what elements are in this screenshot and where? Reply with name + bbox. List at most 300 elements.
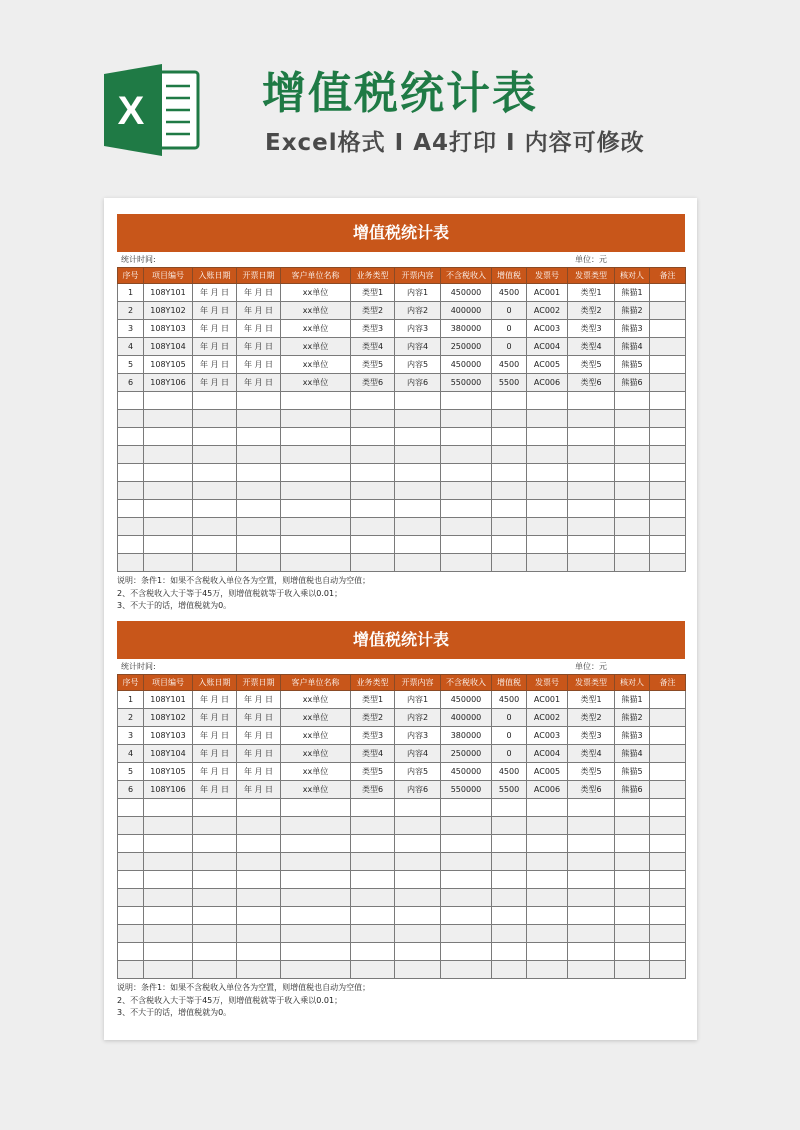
table-cell[interactable]: 内容6 [395, 781, 441, 799]
table-cell[interactable] [118, 428, 144, 446]
table-cell[interactable] [650, 338, 686, 356]
table-cell[interactable] [144, 554, 193, 572]
table-cell[interactable]: 0 [492, 338, 527, 356]
table-cell[interactable] [615, 907, 650, 925]
table-cell[interactable]: 内容1 [395, 691, 441, 709]
table-cell[interactable]: xx单位 [281, 781, 351, 799]
table-cell[interactable] [527, 464, 568, 482]
table-cell[interactable] [118, 392, 144, 410]
table-cell[interactable] [144, 853, 193, 871]
table-cell[interactable]: 年 月 日 [237, 745, 281, 763]
table-cell[interactable] [568, 889, 615, 907]
table-cell[interactable] [650, 961, 686, 979]
table-cell[interactable] [351, 554, 395, 572]
table-cell[interactable] [118, 889, 144, 907]
table-cell[interactable] [237, 943, 281, 961]
table-cell[interactable]: 类型2 [351, 302, 395, 320]
table-cell[interactable] [237, 817, 281, 835]
table-cell[interactable] [118, 518, 144, 536]
table-cell[interactable] [492, 925, 527, 943]
table-cell[interactable] [118, 446, 144, 464]
table-cell[interactable] [395, 410, 441, 428]
table-cell[interactable] [144, 446, 193, 464]
table-cell[interactable]: 熊猫2 [615, 302, 650, 320]
table-cell[interactable] [650, 320, 686, 338]
table-cell[interactable] [568, 907, 615, 925]
table-cell[interactable] [144, 943, 193, 961]
table-cell[interactable] [281, 392, 351, 410]
table-cell[interactable] [568, 961, 615, 979]
table-cell[interactable] [615, 428, 650, 446]
table-cell[interactable]: 380000 [441, 727, 492, 745]
table-cell[interactable] [492, 835, 527, 853]
table-cell[interactable]: 1 [118, 284, 144, 302]
table-cell[interactable] [351, 889, 395, 907]
table-cell[interactable] [144, 835, 193, 853]
table-cell[interactable] [118, 907, 144, 925]
table-cell[interactable] [395, 446, 441, 464]
table-cell[interactable] [351, 961, 395, 979]
table-cell[interactable] [395, 853, 441, 871]
table-cell[interactable] [395, 554, 441, 572]
table-cell[interactable]: 内容6 [395, 374, 441, 392]
table-cell[interactable]: 108Y104 [144, 745, 193, 763]
table-cell[interactable]: 内容4 [395, 745, 441, 763]
table-cell[interactable]: 熊猫3 [615, 320, 650, 338]
table-cell[interactable] [144, 482, 193, 500]
table-cell[interactable]: 类型5 [568, 356, 615, 374]
table-cell[interactable] [568, 554, 615, 572]
table-cell[interactable] [650, 889, 686, 907]
table-cell[interactable]: 类型4 [568, 745, 615, 763]
table-cell[interactable] [492, 961, 527, 979]
table-cell[interactable]: 年 月 日 [193, 781, 237, 799]
table-cell[interactable] [144, 889, 193, 907]
table-cell[interactable]: 年 月 日 [237, 302, 281, 320]
table-cell[interactable] [441, 536, 492, 554]
table-cell[interactable] [118, 961, 144, 979]
table-cell[interactable] [441, 410, 492, 428]
table-cell[interactable]: 550000 [441, 781, 492, 799]
table-cell[interactable]: 450000 [441, 284, 492, 302]
table-cell[interactable]: 年 月 日 [237, 709, 281, 727]
table-cell[interactable]: 内容5 [395, 763, 441, 781]
table-cell[interactable] [193, 961, 237, 979]
table-cell[interactable]: 内容1 [395, 284, 441, 302]
table-cell[interactable] [395, 799, 441, 817]
table-cell[interactable] [144, 428, 193, 446]
table-cell[interactable] [281, 925, 351, 943]
table-cell[interactable]: AC001 [527, 691, 568, 709]
table-cell[interactable] [568, 853, 615, 871]
table-cell[interactable] [650, 374, 686, 392]
table-cell[interactable] [441, 392, 492, 410]
table-cell[interactable] [281, 961, 351, 979]
table-cell[interactable] [650, 781, 686, 799]
table-cell[interactable]: 4500 [492, 691, 527, 709]
table-cell[interactable] [281, 500, 351, 518]
table-cell[interactable] [615, 961, 650, 979]
table-cell[interactable] [568, 536, 615, 554]
table-cell[interactable] [193, 518, 237, 536]
table-cell[interactable] [144, 871, 193, 889]
table-cell[interactable] [441, 482, 492, 500]
table-cell[interactable] [144, 518, 193, 536]
table-cell[interactable] [193, 410, 237, 428]
table-cell[interactable] [351, 907, 395, 925]
table-cell[interactable] [281, 871, 351, 889]
table-cell[interactable] [237, 925, 281, 943]
table-cell[interactable]: 类型1 [568, 284, 615, 302]
table-cell[interactable]: 熊猫3 [615, 727, 650, 745]
table-cell[interactable]: 450000 [441, 691, 492, 709]
table-cell[interactable] [351, 500, 395, 518]
table-cell[interactable]: 108Y106 [144, 781, 193, 799]
table-cell[interactable] [650, 428, 686, 446]
table-cell[interactable] [118, 835, 144, 853]
table-cell[interactable]: 2 [118, 709, 144, 727]
table-cell[interactable] [351, 410, 395, 428]
table-cell[interactable] [118, 410, 144, 428]
table-cell[interactable]: AC004 [527, 745, 568, 763]
table-cell[interactable] [281, 518, 351, 536]
table-cell[interactable]: 内容2 [395, 302, 441, 320]
table-cell[interactable] [193, 536, 237, 554]
table-cell[interactable] [568, 392, 615, 410]
table-cell[interactable] [492, 500, 527, 518]
table-cell[interactable]: 400000 [441, 302, 492, 320]
table-cell[interactable]: 类型3 [351, 320, 395, 338]
table-cell[interactable] [193, 554, 237, 572]
table-cell[interactable] [144, 464, 193, 482]
table-cell[interactable] [395, 500, 441, 518]
table-cell[interactable] [441, 961, 492, 979]
table-cell[interactable] [568, 871, 615, 889]
table-cell[interactable] [650, 871, 686, 889]
table-cell[interactable]: 熊猫4 [615, 745, 650, 763]
table-cell[interactable]: 1 [118, 691, 144, 709]
table-cell[interactable] [615, 500, 650, 518]
table-cell[interactable]: 内容3 [395, 320, 441, 338]
table-cell[interactable]: AC002 [527, 302, 568, 320]
table-cell[interactable] [281, 907, 351, 925]
table-cell[interactable] [395, 518, 441, 536]
table-cell[interactable] [281, 428, 351, 446]
table-cell[interactable]: 类型1 [568, 691, 615, 709]
table-cell[interactable] [395, 871, 441, 889]
table-cell[interactable] [441, 817, 492, 835]
table-cell[interactable] [237, 410, 281, 428]
table-cell[interactable] [615, 835, 650, 853]
table-cell[interactable] [527, 871, 568, 889]
table-cell[interactable]: 108Y103 [144, 727, 193, 745]
table-cell[interactable] [527, 889, 568, 907]
table-cell[interactable] [395, 925, 441, 943]
table-cell[interactable]: AC001 [527, 284, 568, 302]
table-cell[interactable]: 250000 [441, 745, 492, 763]
table-cell[interactable] [527, 835, 568, 853]
table-cell[interactable] [615, 853, 650, 871]
table-cell[interactable] [650, 356, 686, 374]
table-cell[interactable] [237, 518, 281, 536]
table-cell[interactable] [118, 500, 144, 518]
table-cell[interactable]: 内容2 [395, 709, 441, 727]
table-cell[interactable] [650, 410, 686, 428]
table-cell[interactable] [492, 871, 527, 889]
table-cell[interactable] [144, 925, 193, 943]
table-cell[interactable] [650, 925, 686, 943]
table-cell[interactable] [281, 554, 351, 572]
table-cell[interactable] [281, 410, 351, 428]
table-cell[interactable] [441, 835, 492, 853]
table-cell[interactable] [237, 853, 281, 871]
table-cell[interactable] [568, 500, 615, 518]
table-cell[interactable]: 熊猫1 [615, 691, 650, 709]
table-cell[interactable] [650, 482, 686, 500]
table-cell[interactable] [193, 889, 237, 907]
table-cell[interactable]: 类型1 [351, 691, 395, 709]
table-cell[interactable]: 年 月 日 [237, 356, 281, 374]
table-cell[interactable]: 4 [118, 338, 144, 356]
table-cell[interactable]: 年 月 日 [237, 374, 281, 392]
table-cell[interactable] [237, 446, 281, 464]
table-cell[interactable]: 类型3 [351, 727, 395, 745]
table-cell[interactable] [527, 500, 568, 518]
table-cell[interactable] [144, 961, 193, 979]
table-cell[interactable]: 类型3 [568, 727, 615, 745]
table-cell[interactable]: 0 [492, 709, 527, 727]
table-cell[interactable]: 250000 [441, 338, 492, 356]
table-cell[interactable]: 0 [492, 727, 527, 745]
table-cell[interactable] [650, 554, 686, 572]
table-cell[interactable] [193, 943, 237, 961]
table-cell[interactable] [527, 554, 568, 572]
table-cell[interactable] [281, 853, 351, 871]
table-cell[interactable]: xx单位 [281, 338, 351, 356]
table-cell[interactable] [193, 464, 237, 482]
table-cell[interactable] [615, 925, 650, 943]
table-cell[interactable]: 108Y102 [144, 709, 193, 727]
table-cell[interactable] [281, 482, 351, 500]
table-cell[interactable]: 108Y106 [144, 374, 193, 392]
table-cell[interactable] [118, 925, 144, 943]
table-cell[interactable]: 0 [492, 745, 527, 763]
table-cell[interactable] [193, 853, 237, 871]
table-cell[interactable] [395, 889, 441, 907]
table-cell[interactable]: AC003 [527, 320, 568, 338]
table-cell[interactable] [650, 763, 686, 781]
table-cell[interactable] [527, 925, 568, 943]
table-cell[interactable]: 年 月 日 [237, 284, 281, 302]
table-cell[interactable] [568, 817, 615, 835]
table-cell[interactable] [441, 464, 492, 482]
table-cell[interactable]: 6 [118, 374, 144, 392]
table-cell[interactable] [351, 925, 395, 943]
table-cell[interactable] [615, 554, 650, 572]
table-cell[interactable]: AC005 [527, 356, 568, 374]
table-cell[interactable]: 类型6 [568, 781, 615, 799]
table-cell[interactable] [395, 943, 441, 961]
table-cell[interactable] [650, 464, 686, 482]
table-cell[interactable]: 熊猫4 [615, 338, 650, 356]
table-cell[interactable] [118, 943, 144, 961]
table-cell[interactable]: 108Y105 [144, 763, 193, 781]
table-cell[interactable] [237, 961, 281, 979]
table-cell[interactable] [193, 392, 237, 410]
table-cell[interactable] [193, 925, 237, 943]
table-cell[interactable]: xx单位 [281, 374, 351, 392]
table-cell[interactable] [144, 392, 193, 410]
table-cell[interactable]: 0 [492, 302, 527, 320]
table-cell[interactable] [441, 799, 492, 817]
table-cell[interactable]: xx单位 [281, 356, 351, 374]
table-cell[interactable]: 内容3 [395, 727, 441, 745]
table-cell[interactable] [615, 482, 650, 500]
table-cell[interactable] [441, 446, 492, 464]
table-cell[interactable]: xx单位 [281, 691, 351, 709]
table-cell[interactable]: 4500 [492, 356, 527, 374]
table-cell[interactable] [237, 464, 281, 482]
table-cell[interactable]: 3 [118, 320, 144, 338]
table-cell[interactable]: 类型2 [568, 709, 615, 727]
table-cell[interactable] [527, 536, 568, 554]
table-cell[interactable] [144, 907, 193, 925]
table-cell[interactable] [492, 799, 527, 817]
table-cell[interactable]: AC006 [527, 781, 568, 799]
table-cell[interactable]: AC004 [527, 338, 568, 356]
table-cell[interactable]: 类型2 [568, 302, 615, 320]
table-cell[interactable] [193, 500, 237, 518]
table-cell[interactable]: 类型2 [351, 709, 395, 727]
table-cell[interactable] [492, 446, 527, 464]
table-cell[interactable] [650, 799, 686, 817]
table-cell[interactable] [650, 284, 686, 302]
table-cell[interactable] [281, 889, 351, 907]
table-cell[interactable] [615, 446, 650, 464]
table-cell[interactable] [492, 554, 527, 572]
table-cell[interactable]: 108Y105 [144, 356, 193, 374]
table-cell[interactable] [650, 302, 686, 320]
table-cell[interactable] [568, 835, 615, 853]
table-cell[interactable] [650, 745, 686, 763]
table-cell[interactable] [237, 500, 281, 518]
table-cell[interactable]: 4500 [492, 284, 527, 302]
table-cell[interactable] [615, 536, 650, 554]
table-cell[interactable]: 年 月 日 [237, 691, 281, 709]
table-cell[interactable] [237, 799, 281, 817]
table-cell[interactable]: 类型5 [351, 763, 395, 781]
table-cell[interactable] [492, 817, 527, 835]
table-cell[interactable]: 4 [118, 745, 144, 763]
table-cell[interactable] [568, 518, 615, 536]
table-cell[interactable] [441, 889, 492, 907]
table-cell[interactable] [351, 446, 395, 464]
table-cell[interactable] [144, 817, 193, 835]
table-cell[interactable] [527, 853, 568, 871]
table-cell[interactable] [650, 817, 686, 835]
table-cell[interactable]: 内容4 [395, 338, 441, 356]
table-cell[interactable] [650, 727, 686, 745]
table-cell[interactable]: 年 月 日 [193, 284, 237, 302]
table-cell[interactable] [650, 835, 686, 853]
table-cell[interactable] [492, 907, 527, 925]
table-cell[interactable]: 熊猫2 [615, 709, 650, 727]
table-cell[interactable] [492, 853, 527, 871]
table-cell[interactable] [281, 835, 351, 853]
table-cell[interactable] [568, 943, 615, 961]
table-cell[interactable] [351, 853, 395, 871]
table-cell[interactable] [527, 392, 568, 410]
table-cell[interactable] [527, 799, 568, 817]
table-cell[interactable] [650, 907, 686, 925]
table-cell[interactable] [650, 392, 686, 410]
table-cell[interactable]: 类型4 [351, 745, 395, 763]
table-cell[interactable] [118, 817, 144, 835]
table-cell[interactable]: 内容5 [395, 356, 441, 374]
table-cell[interactable] [615, 392, 650, 410]
table-cell[interactable] [527, 428, 568, 446]
table-cell[interactable] [527, 518, 568, 536]
table-cell[interactable] [351, 799, 395, 817]
table-cell[interactable]: 年 月 日 [193, 320, 237, 338]
table-cell[interactable]: 108Y101 [144, 691, 193, 709]
table-cell[interactable]: 0 [492, 320, 527, 338]
table-cell[interactable]: xx单位 [281, 284, 351, 302]
table-cell[interactable] [118, 554, 144, 572]
table-cell[interactable]: 类型1 [351, 284, 395, 302]
table-cell[interactable]: AC003 [527, 727, 568, 745]
table-cell[interactable]: 400000 [441, 709, 492, 727]
table-cell[interactable] [650, 446, 686, 464]
table-cell[interactable]: xx单位 [281, 320, 351, 338]
table-cell[interactable] [237, 554, 281, 572]
table-cell[interactable]: xx单位 [281, 709, 351, 727]
table-cell[interactable]: 年 月 日 [237, 338, 281, 356]
table-cell[interactable] [193, 428, 237, 446]
table-cell[interactable] [237, 536, 281, 554]
table-cell[interactable] [395, 835, 441, 853]
table-cell[interactable]: 108Y101 [144, 284, 193, 302]
table-cell[interactable] [615, 799, 650, 817]
table-cell[interactable] [615, 464, 650, 482]
table-cell[interactable] [118, 464, 144, 482]
table-cell[interactable]: 熊猫6 [615, 374, 650, 392]
table-cell[interactable] [441, 925, 492, 943]
table-cell[interactable] [615, 943, 650, 961]
table-cell[interactable]: 类型4 [351, 338, 395, 356]
table-cell[interactable] [568, 446, 615, 464]
table-cell[interactable]: xx单位 [281, 727, 351, 745]
table-cell[interactable]: AC006 [527, 374, 568, 392]
table-cell[interactable] [351, 536, 395, 554]
table-cell[interactable] [492, 518, 527, 536]
table-cell[interactable]: 类型6 [351, 374, 395, 392]
table-cell[interactable] [395, 536, 441, 554]
table-cell[interactable]: 年 月 日 [193, 374, 237, 392]
table-cell[interactable] [492, 428, 527, 446]
table-cell[interactable]: 年 月 日 [237, 727, 281, 745]
table-cell[interactable] [351, 943, 395, 961]
table-cell[interactable] [615, 871, 650, 889]
table-cell[interactable]: 年 月 日 [193, 709, 237, 727]
table-cell[interactable] [527, 446, 568, 464]
table-cell[interactable]: 5 [118, 356, 144, 374]
table-cell[interactable]: 5500 [492, 781, 527, 799]
table-cell[interactable]: xx单位 [281, 763, 351, 781]
table-cell[interactable] [615, 518, 650, 536]
table-cell[interactable] [395, 482, 441, 500]
table-cell[interactable] [527, 482, 568, 500]
